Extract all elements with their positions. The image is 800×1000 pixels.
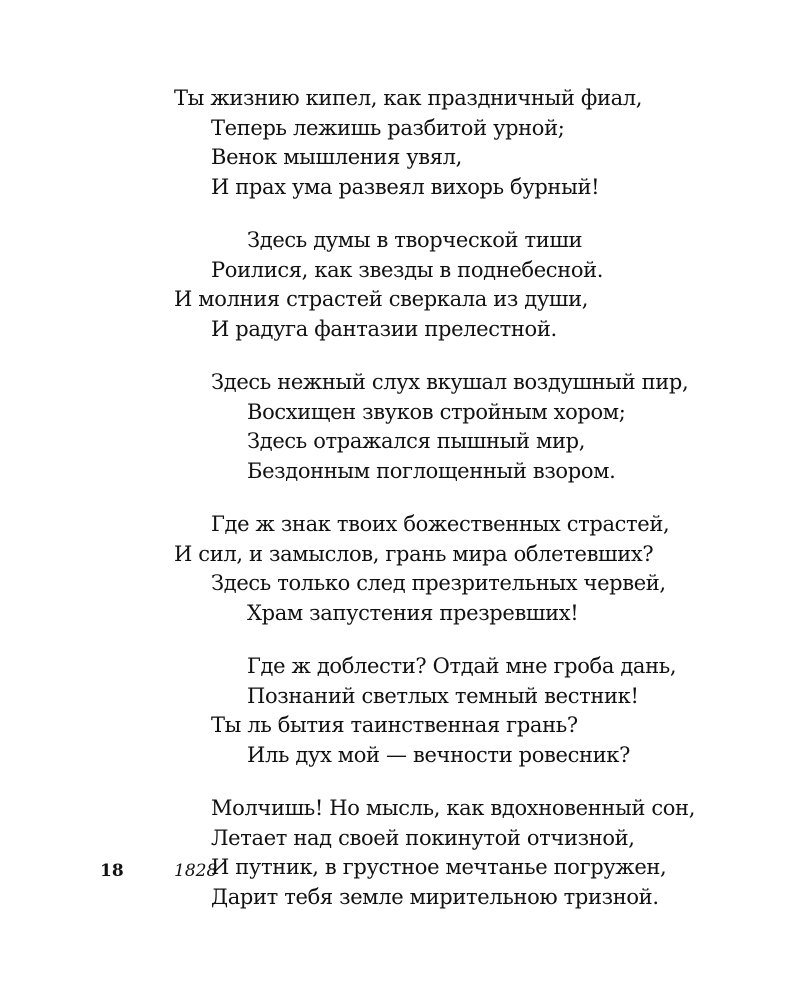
poem-date: 1828 bbox=[174, 861, 218, 881]
poem-line: И сил, и замыслов, грань мира облетевших? bbox=[174, 541, 654, 566]
poem-line: И молния страстей сверкала из души, bbox=[174, 287, 589, 311]
stanza-4 bbox=[0, 510, 800, 628]
poem-line: Восхищен звуков стройным хором; bbox=[247, 399, 626, 424]
poem-line: Ты ль бытия таинственная грань? bbox=[211, 713, 578, 737]
poem-line: Здесь отражался пышный мир, bbox=[247, 429, 586, 453]
stanza-1 bbox=[0, 84, 800, 202]
poem-line: Бездонным поглощенный взором. bbox=[247, 458, 616, 483]
page-number: 18 bbox=[100, 861, 124, 881]
stanza-3 bbox=[0, 368, 800, 486]
poem-line: Храм запустения презревших! bbox=[247, 600, 579, 625]
poem-line: Здесь думы в творческой тиши bbox=[247, 228, 583, 252]
poem-line: Где ж доблести? Отдай мне гроба дань, bbox=[247, 654, 677, 678]
page-footer bbox=[0, 858, 800, 884]
poem-line: Роилися, как звезды в поднебесной. bbox=[211, 257, 604, 282]
poem-line: Теперь лежишь разбитой урной; bbox=[211, 115, 565, 140]
poem-line: Молчишь! Но мысль, как вдохновенный сон, bbox=[211, 796, 696, 820]
poem-line: Здесь нежный слух вкушал воздушный пир, bbox=[211, 370, 689, 394]
stanza-2 bbox=[0, 226, 800, 344]
poem-line: Ты жизнию кипел, как праздничный фиал, bbox=[174, 86, 643, 110]
poem-line: И радуга фантазии прелестной. bbox=[211, 316, 557, 341]
poem-line: И прах ума развеял вихорь бурный! bbox=[211, 174, 600, 199]
stanza-6 bbox=[0, 794, 800, 912]
poem-line: Венок мышления увял, bbox=[211, 145, 462, 169]
poem-line: И путник, в грустное мечтанье погружен, bbox=[211, 855, 667, 879]
poem-line: Где ж знак твоих божественных страстей, bbox=[211, 512, 670, 536]
poem-line: Познаний светлых темный вестник! bbox=[247, 683, 639, 708]
poem-line: Иль дух мой — вечности ровесник? bbox=[247, 742, 630, 767]
poem-line: Здесь только след презрительных червей, bbox=[211, 571, 666, 595]
stanza-5 bbox=[0, 652, 800, 770]
poem-line: Летает над своей покинутой отчизной, bbox=[211, 825, 635, 850]
poem-line: Дарит тебя земле мирительною тризной. bbox=[211, 884, 659, 909]
poem bbox=[0, 84, 800, 936]
